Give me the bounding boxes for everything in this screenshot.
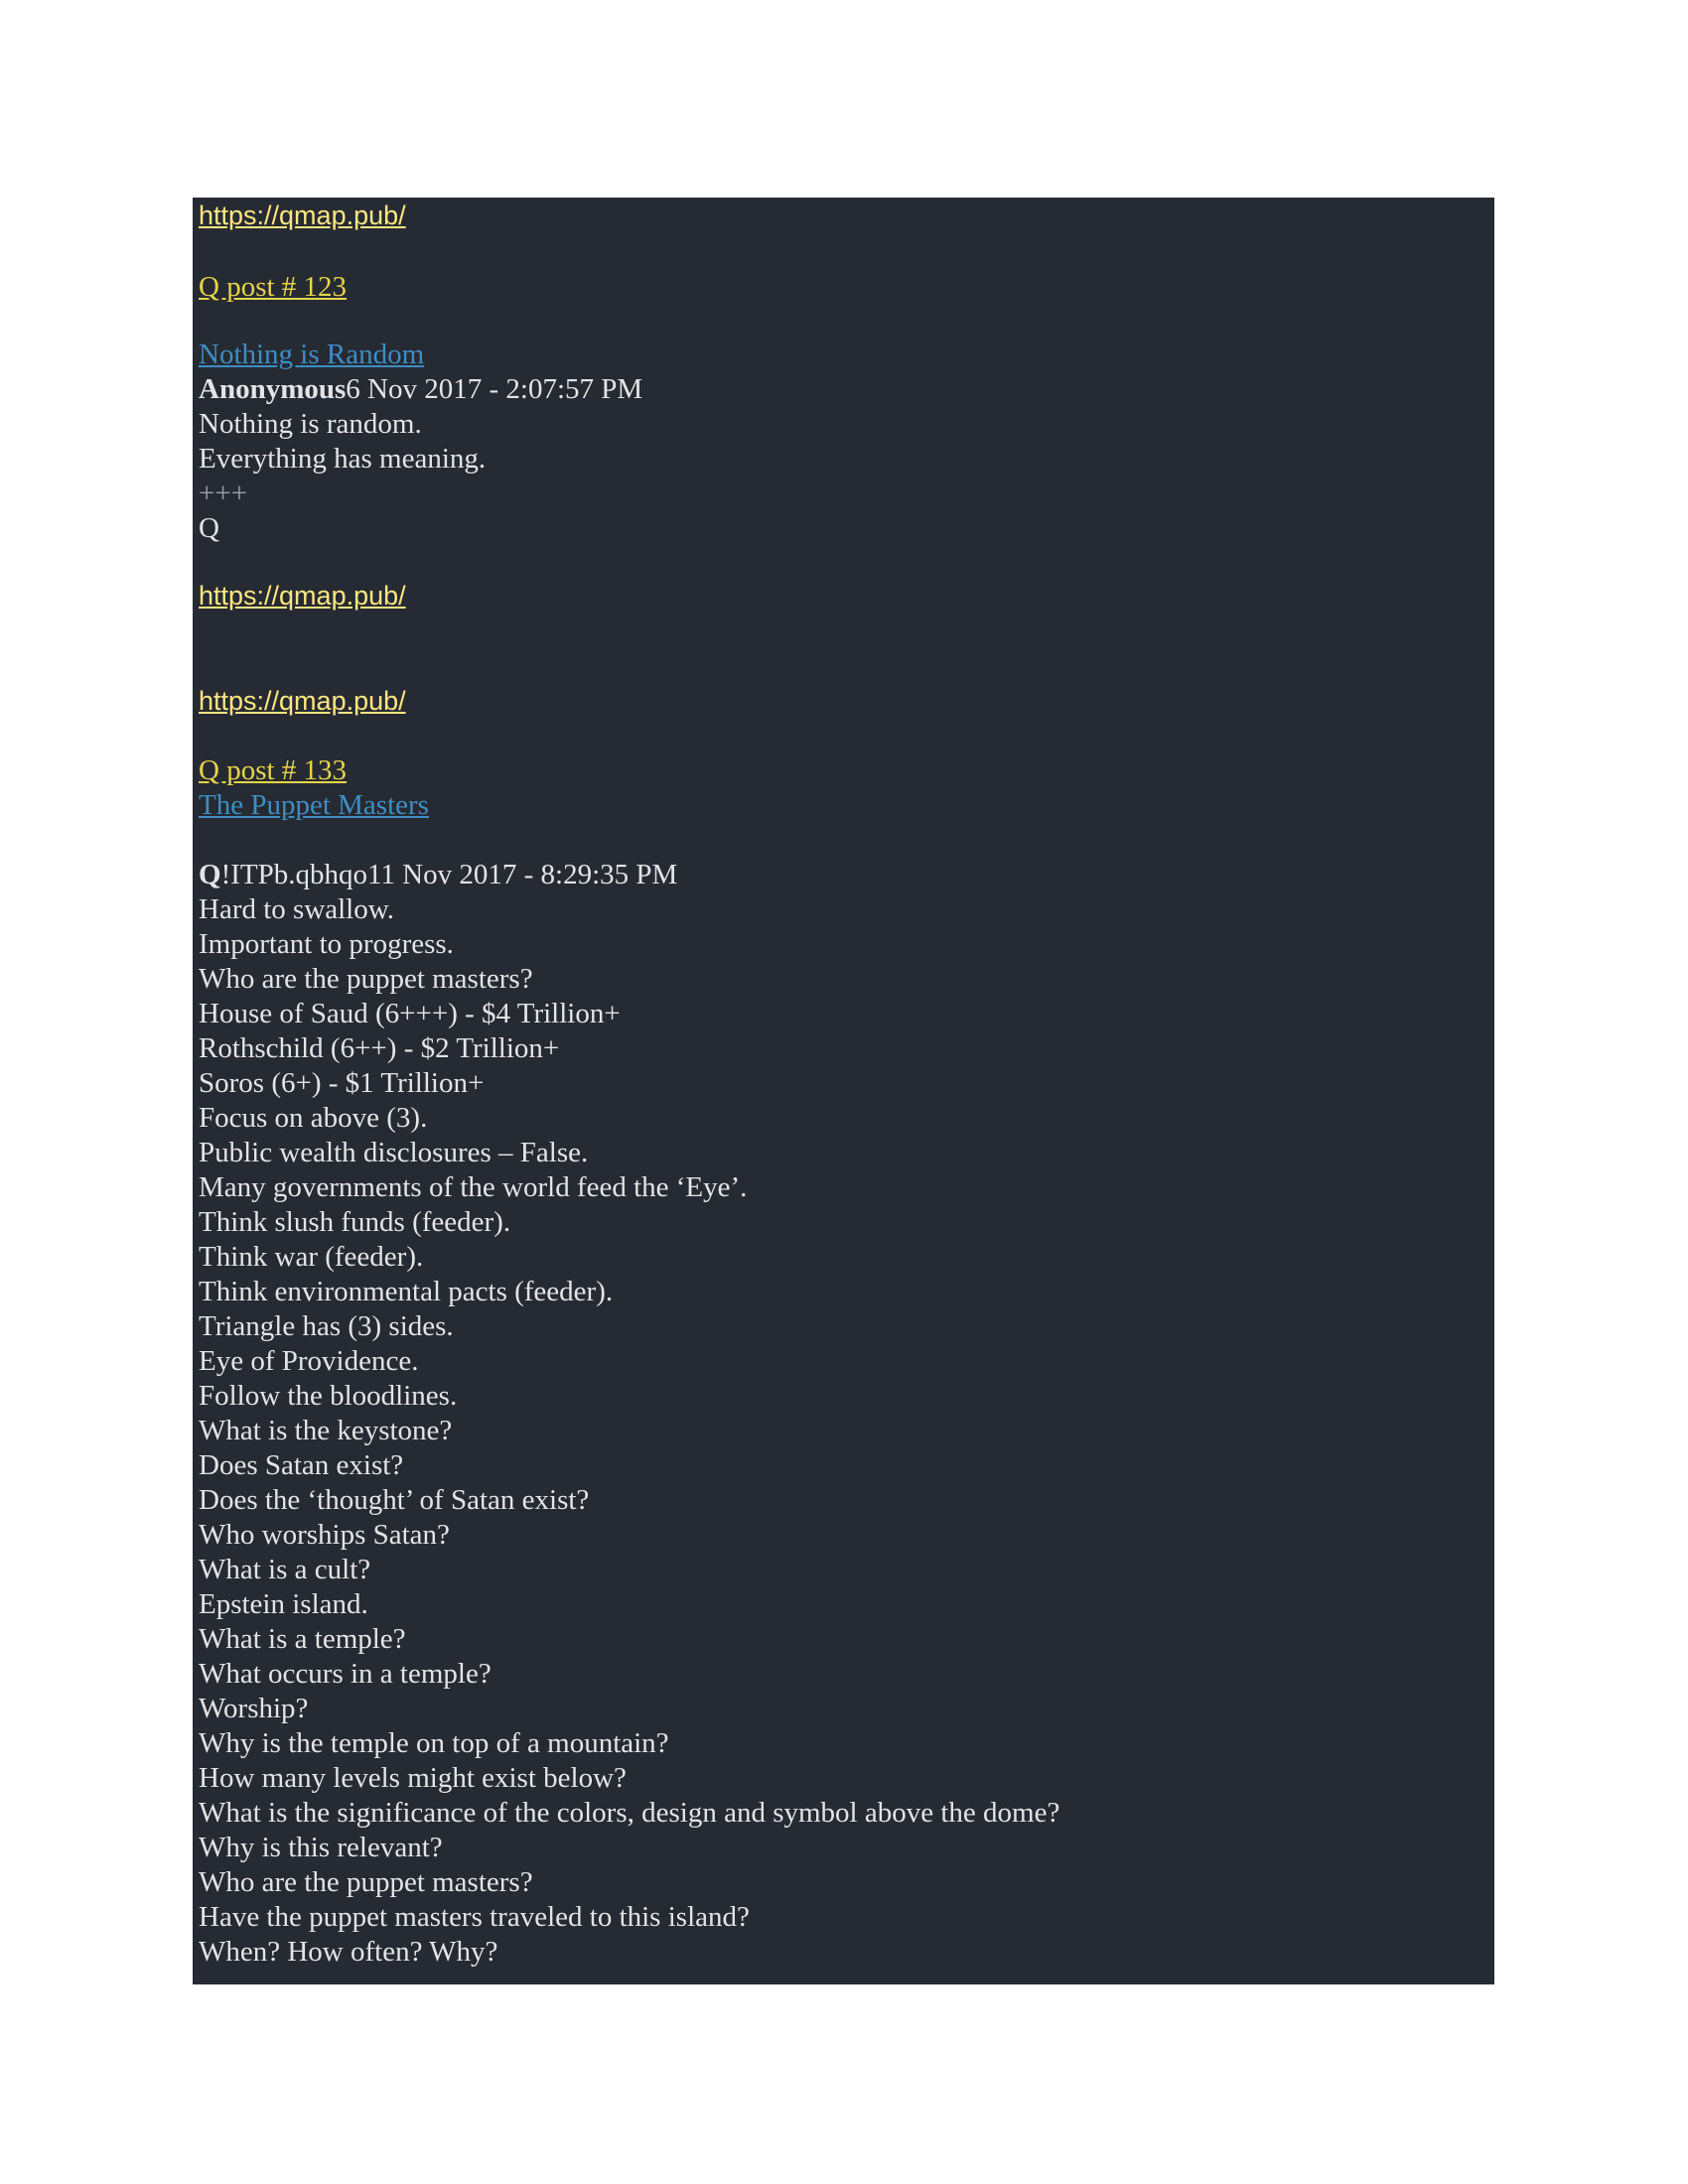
post-body-line: How many levels might exist below? xyxy=(199,1762,627,1794)
post-body-line: Everything has meaning. xyxy=(199,443,487,475)
post-author: Anonymous xyxy=(199,373,347,405)
post-body-line: Think environmental pacts (feeder). xyxy=(199,1276,614,1307)
post-tripcode: !ITPb.qbhqo1 xyxy=(220,859,381,890)
post-author: Q xyxy=(199,859,221,890)
post-body-line: Why is the temple on top of a mountain? xyxy=(199,1727,669,1759)
post-body-line: Does Satan exist? xyxy=(199,1449,404,1481)
post-body-line: Eye of Providence. xyxy=(199,1345,419,1377)
post-signature: Q xyxy=(199,512,219,544)
post-body-line: Hard to swallow. xyxy=(199,893,395,925)
post-body-line: What is the keystone? xyxy=(199,1415,453,1446)
post-body-line: Think slush funds (feeder). xyxy=(199,1206,511,1238)
post-body-line: House of Saud (6+++) - $4 Trillion+ xyxy=(199,998,621,1029)
post-body-line: When? How often? Why? xyxy=(199,1936,498,1968)
post-body-line: Nothing is random. xyxy=(199,408,422,440)
post-timestamp: 6 Nov 2017 - 2:07:57 PM xyxy=(346,373,643,405)
post-body-line: Who are the puppet masters? xyxy=(199,1866,533,1898)
post-body-line: Public wealth disclosures – False. xyxy=(199,1137,589,1168)
post-body-line: Soros (6+) - $1 Trillion+ xyxy=(199,1067,485,1099)
qmap-link[interactable]: https://qmap.pub/ xyxy=(199,686,406,716)
post-body-line: Think war (feeder). xyxy=(199,1241,424,1273)
post-body-line: Have the puppet masters traveled to this island? xyxy=(199,1901,750,1933)
post-timestamp: 1 Nov 2017 - 8:29:35 PM xyxy=(380,859,678,890)
post-body-line: +++ xyxy=(199,478,248,509)
post-title-link[interactable]: Nothing is Random xyxy=(199,339,425,370)
post-header xyxy=(199,372,642,407)
post-body-line: Who are the puppet masters? xyxy=(199,963,533,995)
post-body-line: Focus on above (3). xyxy=(199,1102,428,1134)
post-body-line: Why is this relevant? xyxy=(199,1832,443,1863)
qmap-link[interactable]: https://qmap.pub/ xyxy=(199,201,406,230)
post-body-line: Does the ‘thought’ of Satan exist? xyxy=(199,1484,590,1516)
post-body-line: Triangle has (3) sides. xyxy=(199,1310,454,1342)
post-body-line: Rothschild (6++) - $2 Trillion+ xyxy=(199,1032,560,1064)
post-body-line: What occurs in a temple? xyxy=(199,1658,492,1690)
post-body-line: Important to progress. xyxy=(199,928,454,960)
post-body-line: Many governments of the world feed the ‘Eye’. xyxy=(199,1171,748,1203)
post-header xyxy=(199,858,677,892)
post-title-link[interactable]: The Puppet Masters xyxy=(199,789,429,821)
post-body-line: What is a temple? xyxy=(199,1623,406,1655)
q-post-133-link[interactable]: Q post # 133 xyxy=(199,754,348,786)
post-body-line: Follow the bloodlines. xyxy=(199,1380,458,1412)
post-body-line: What is the significance of the colors, design and symbol above the dome? xyxy=(199,1797,1060,1829)
post-body-line: What is a cult? xyxy=(199,1554,371,1585)
q-post-123-link[interactable]: Q post # 123 xyxy=(199,271,348,303)
post-body-line: Worship? xyxy=(199,1693,309,1724)
post-body-line: Epstein island. xyxy=(199,1588,368,1620)
post-body-line: Who worships Satan? xyxy=(199,1519,450,1551)
qmap-link[interactable]: https://qmap.pub/ xyxy=(199,581,406,611)
